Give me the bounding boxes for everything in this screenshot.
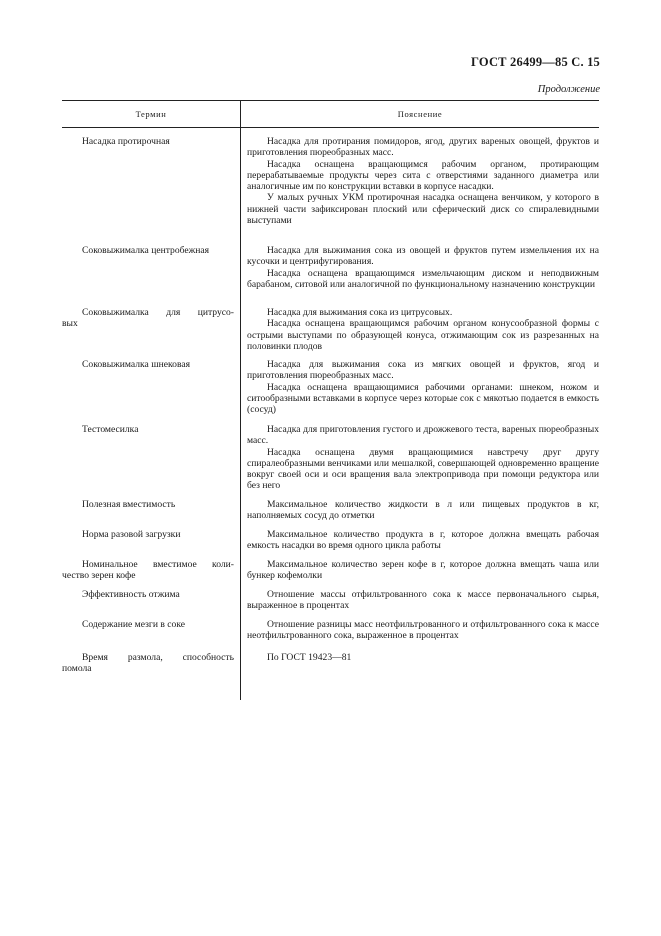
term-cell <box>62 307 240 352</box>
page-header: ГОСТ 26499—85 С. 15 <box>471 55 600 69</box>
explanation-paragraph: Насадка для выжимания сока из цитрусовых. <box>267 307 453 318</box>
term-cell <box>62 589 240 612</box>
term-text: Содержание мезги в соке <box>82 619 186 630</box>
explanation-paragraph: Насадка для выжимания сока из мягких овощей и фруктов, ягод и приготовления пюреобразных масс. <box>247 359 599 382</box>
explanation-paragraph: Отношение массы отфильтрованного сока к массе первоначального сырья, выраженное в процентах <box>247 589 599 612</box>
term-text: Номинальное вместимое коли- <box>82 559 234 570</box>
table-row <box>62 245 599 290</box>
explanation-paragraph: Отношение разницы масс неотфильтрованного и отфильтрованного сока к массе неотфильтрованного сока, выраженное в процентах <box>247 619 599 642</box>
term-text: Насадка протирочная <box>82 136 170 147</box>
term-text: Полезная вместимость <box>82 499 176 510</box>
explanation-cell <box>240 499 599 522</box>
table-row <box>62 136 599 226</box>
term-text-continuation: вых <box>62 318 78 330</box>
table-row <box>62 307 599 352</box>
table-row <box>62 619 599 642</box>
term-text: Эффективность отжима <box>82 589 180 600</box>
table-row <box>62 589 599 612</box>
term-cell <box>62 529 240 552</box>
term-cell <box>62 359 240 415</box>
terms-table <box>62 100 599 675</box>
explanation-cell <box>240 619 599 642</box>
explanation-paragraph: Насадка оснащена вращающимся рабочим органом конусообразной формы с острыми выступами по образующей конуса, отжимающим сок из разрезанных на половинки плодов <box>247 318 599 352</box>
table-header <box>62 100 599 128</box>
term-cell <box>62 136 240 226</box>
explanation-paragraph: Насадка для протирания помидоров, ягод, других вареных овощей, фруктов и приготовления пюреобразных масс. <box>247 136 599 159</box>
term-cell <box>62 559 240 582</box>
explanation-cell <box>240 307 599 352</box>
explanation-paragraph: Максимальное количество продукта в г, которое должна вмещать рабочая емкость насадки во время одного цикла работы <box>247 529 599 552</box>
explanation-paragraph: Максимальное количество жидкости в л или пищевых продуктов в кг, наполняемых сосуд до отметки <box>247 499 599 522</box>
term-cell <box>62 424 240 492</box>
table-row <box>62 424 599 492</box>
table-row <box>62 499 599 522</box>
explanation-paragraph: У малых ручных УКМ протирочная насадка оснащена венчиком, у которого в нижней части зафиксирован плоский или сферический диск со спиралевидными выступами <box>247 192 599 227</box>
column-header-term: Термин <box>135 109 167 119</box>
explanation-cell <box>240 136 599 226</box>
explanation-cell <box>240 559 599 582</box>
explanation-paragraph: Максимальное количество зерен кофе в г, которое должна вмещать чаша или бункер кофемолки <box>247 559 599 582</box>
table-row <box>62 559 599 582</box>
term-text: Тестомесилка <box>82 424 139 435</box>
term-text: Соковыжималка центробежная <box>82 245 210 256</box>
continuation-label: Продолжение <box>537 84 600 95</box>
term-text-continuation: чество зерен кофе <box>62 570 136 582</box>
explanation-cell <box>240 529 599 552</box>
term-cell <box>62 652 240 675</box>
table-row <box>62 359 599 415</box>
explanation-cell <box>240 589 599 612</box>
explanation-paragraph: Насадка оснащена вращающимися рабочими органами: шнеком, ножом и ситообразными вставками в корпусе через которые сок с мякотью подается в емкость (сосуд) <box>247 381 599 416</box>
term-cell <box>62 619 240 642</box>
column-header-explanation: Пояснение <box>240 101 599 127</box>
term-text: Соковыжималка для цитрусо- <box>82 307 234 318</box>
term-cell <box>62 499 240 522</box>
explanation-paragraph: Насадка оснащена двумя вращающимися навстречу друг другу спиралеобразными венчиками или мешалкой, совершающей одновременно вращение вокруг своей оси и оси вращения вала электропривода при помощи редуктора или без него <box>247 446 599 492</box>
table-row <box>62 652 599 675</box>
explanation-cell <box>240 652 599 675</box>
explanation-cell <box>240 245 599 290</box>
table-row <box>62 529 599 552</box>
explanation-paragraph: По ГОСТ 19423—81 <box>267 652 352 663</box>
explanation-cell <box>240 359 599 415</box>
term-text: Норма разовой загрузки <box>82 529 181 540</box>
term-cell <box>62 245 240 290</box>
explanation-paragraph: Насадка оснащена вращающимся рабочим органом, протирающим перерабатываемые продукты через сита с отверстиями заданного диаметра или аналогичные им по конструкции вставки в корпусе насадки. <box>247 158 599 193</box>
explanation-paragraph: Насадка для приготовления густого и дрожжевого теста, вареных пюреобразных масс. <box>247 424 599 447</box>
explanation-paragraph: Насадка оснащена вращающимся измельчающим диском и неподвижным барабаном, ситовой или аналогичной по функциональному назначению конструкции <box>247 267 599 290</box>
term-text-continuation: помола <box>62 663 92 675</box>
term-text: Время размола, способность <box>82 652 234 663</box>
explanation-paragraph: Насадка для выжимания сока из овощей и фруктов путем измельчения их на кусочки и центрифугирования. <box>247 245 599 268</box>
explanation-cell <box>240 424 599 492</box>
term-text: Соковыжималка шнековая <box>82 359 191 370</box>
